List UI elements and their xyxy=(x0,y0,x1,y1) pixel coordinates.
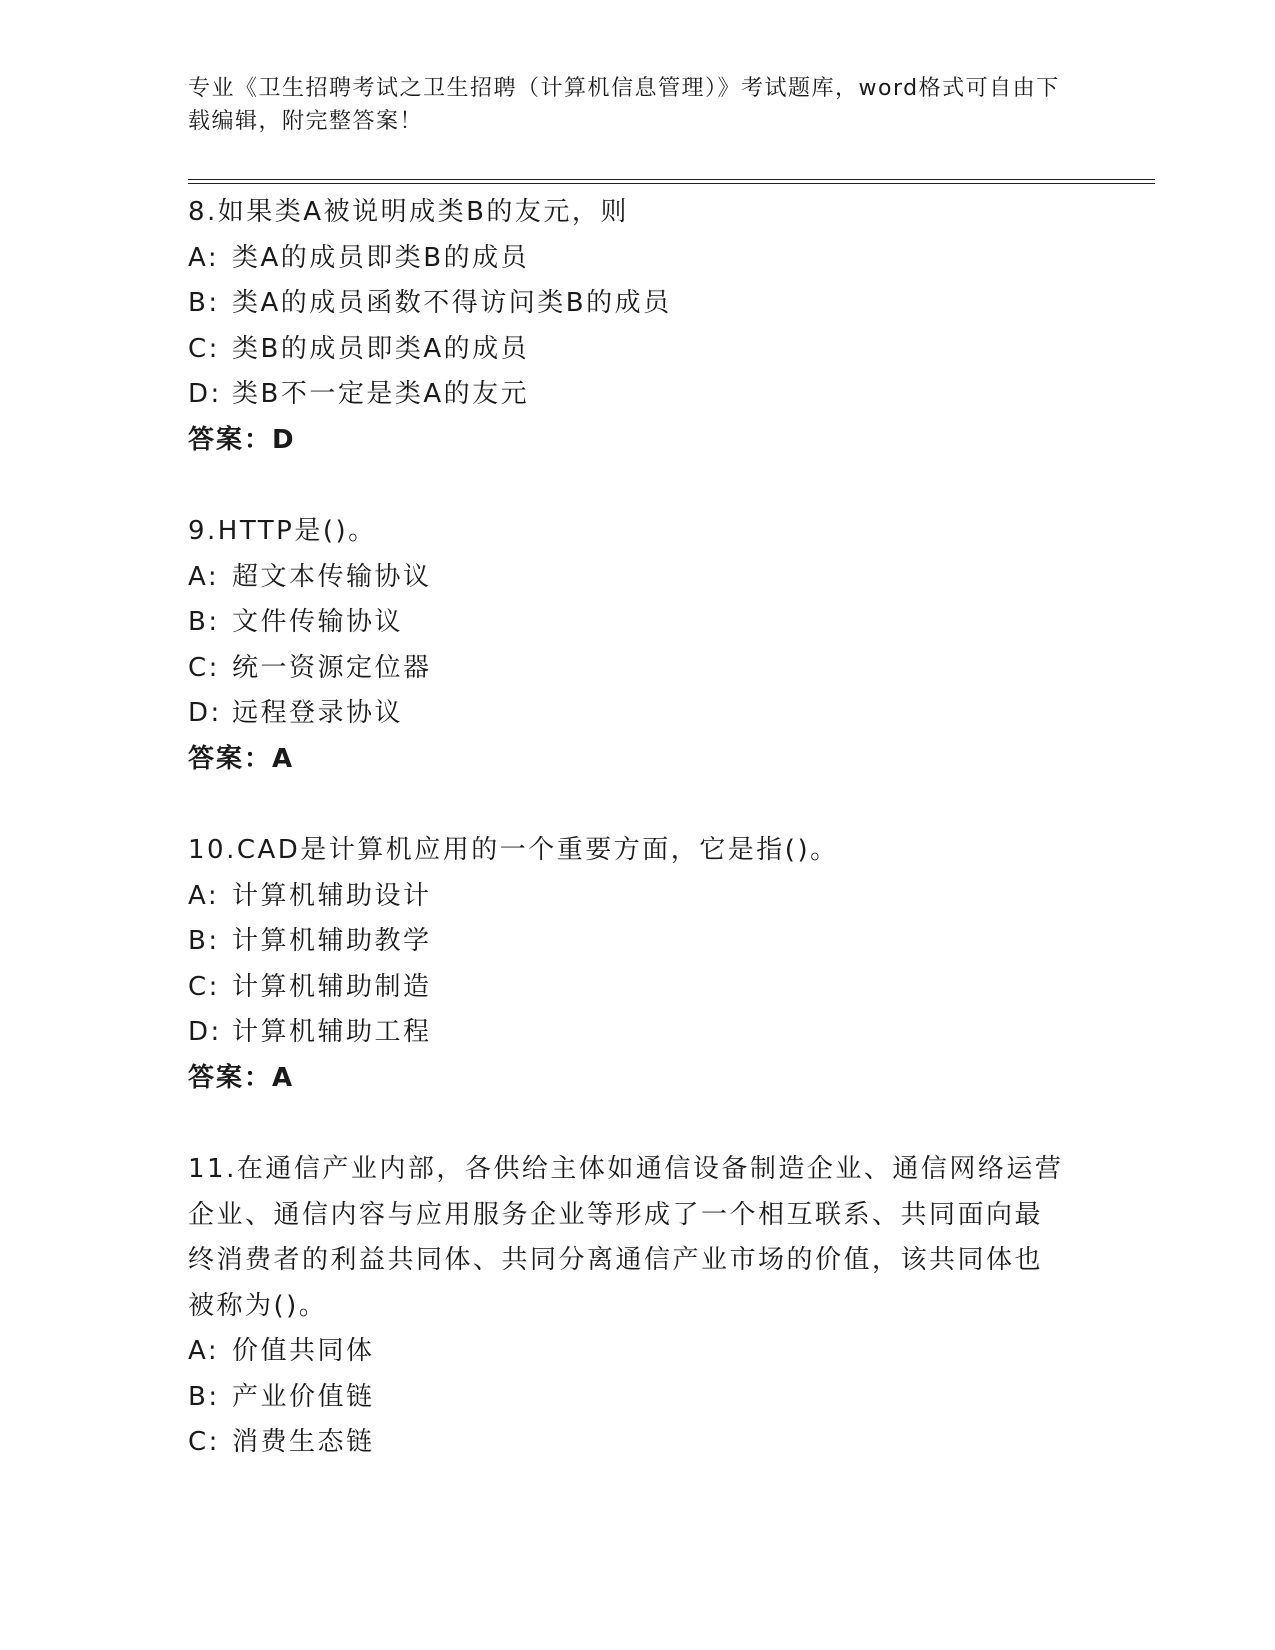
option-d xyxy=(188,372,1088,418)
option-key: B: xyxy=(188,1381,220,1412)
option-b xyxy=(188,919,1088,965)
document-header: 专业《卫生招聘考试之卫生招聘（计算机信息管理）》考试题库，word格式可自由下载编辑，附完整答案！ xyxy=(188,76,1060,134)
option-key: A: xyxy=(188,561,220,592)
option-text: 超文本传输协议 xyxy=(232,561,432,592)
question-11 xyxy=(188,1147,1088,1466)
option-b xyxy=(188,600,1088,646)
header-divider-bottom xyxy=(188,183,1155,184)
option-d xyxy=(188,691,1088,737)
option-text: 类B的成员即类A的成员 xyxy=(232,333,530,364)
option-d xyxy=(188,1010,1088,1056)
option-text: 计算机辅助设计 xyxy=(232,880,432,911)
option-a xyxy=(188,1329,1088,1375)
option-key: D: xyxy=(188,698,222,728)
option-text: 计算机辅助教学 xyxy=(232,926,432,956)
option-text: 计算机辅助制造 xyxy=(232,971,432,1002)
option-a xyxy=(188,236,1088,282)
option-key: D: xyxy=(188,1017,222,1047)
option-text: 统一资源定位器 xyxy=(232,652,432,683)
question-10 xyxy=(188,828,1088,1101)
option-key: D: xyxy=(188,379,222,409)
question-stem: 8.如果类A被说明成类B的友元，则 xyxy=(188,197,629,227)
option-b xyxy=(188,281,1088,327)
question-list xyxy=(188,190,1088,1512)
option-key: B: xyxy=(188,607,220,637)
option-key: C: xyxy=(188,652,220,683)
option-key: B: xyxy=(188,288,220,318)
option-key: B: xyxy=(188,926,220,956)
option-c xyxy=(188,1420,1088,1466)
option-c xyxy=(188,327,1088,373)
option-key: A: xyxy=(188,880,220,911)
option-key: C: xyxy=(188,1427,220,1457)
header-divider-top xyxy=(188,179,1155,180)
option-c xyxy=(188,965,1088,1011)
option-text: 类A的成员即类B的成员 xyxy=(232,242,530,273)
option-c xyxy=(188,646,1088,692)
option-text: 类B不一定是类A的友元 xyxy=(232,379,530,409)
option-text: 远程登录协议 xyxy=(232,698,404,728)
option-text: 产业价值链 xyxy=(232,1381,375,1412)
option-text: 消费生态链 xyxy=(232,1427,375,1457)
option-text: 计算机辅助工程 xyxy=(232,1017,432,1047)
option-b xyxy=(188,1375,1088,1421)
question-8 xyxy=(188,190,1088,463)
question-stem: 10.CAD是计算机应用的一个重要方面，它是指()。 xyxy=(188,835,839,865)
option-text: 文件传输协议 xyxy=(232,607,404,637)
option-key: A: xyxy=(188,242,220,273)
option-key: A: xyxy=(188,1336,220,1366)
option-text: 价值共同体 xyxy=(232,1336,375,1366)
answer-line: 答案：A xyxy=(188,743,295,774)
question-stem: 9.HTTP是()。 xyxy=(188,516,377,546)
option-text: 类A的成员函数不得访问类B的成员 xyxy=(232,288,672,318)
option-key: C: xyxy=(188,333,220,364)
answer-line: 答案：D xyxy=(188,424,296,455)
option-key: C: xyxy=(188,971,220,1002)
question-9 xyxy=(188,509,1088,782)
question-stem: 11.在通信产业内部，各供给主体如通信设备制造企业、通信网络运营企业、通信内容与应用服务企业等形成了一个相互联系、共同面向最终消费者的利益共同体、共同分离通信产业市场的价值，该共同体也被称为()。 xyxy=(188,1154,1064,1321)
option-a xyxy=(188,555,1088,601)
answer-line: 答案：A xyxy=(188,1062,295,1093)
option-a xyxy=(188,874,1088,920)
